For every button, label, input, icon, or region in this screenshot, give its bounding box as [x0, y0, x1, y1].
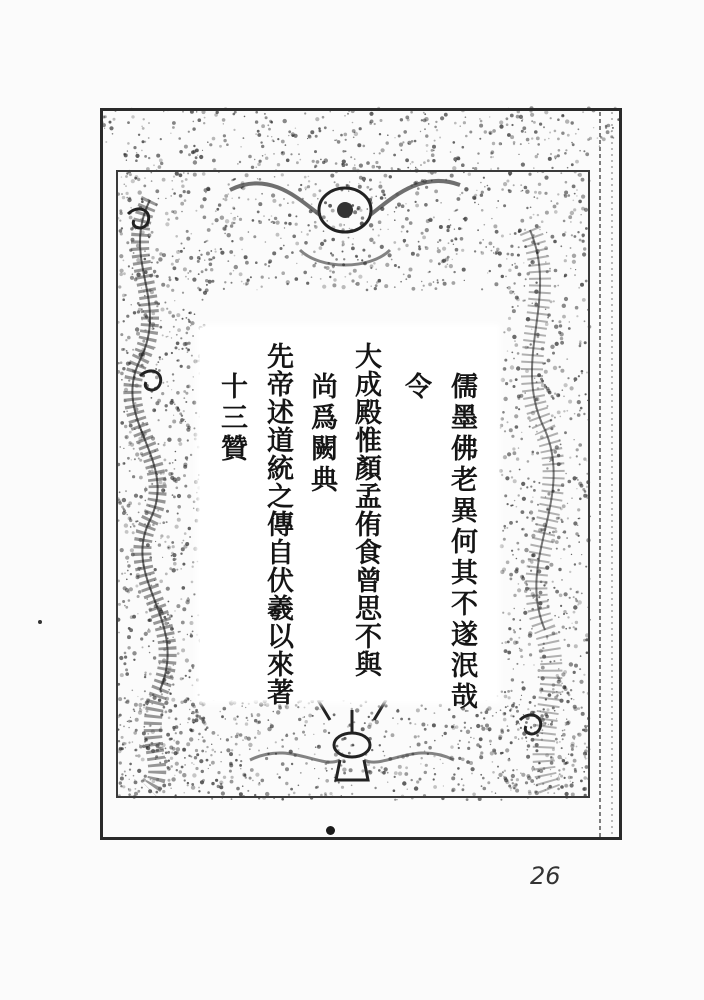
bottom-dot	[326, 826, 335, 835]
page-number: 26	[530, 862, 561, 890]
text-column-3: 大成殿惟顏孟侑食曾思不與	[350, 342, 381, 678]
text-column-2: 令	[400, 372, 431, 403]
text-column-6: 十三贊	[216, 372, 247, 465]
text-column-5: 先帝述道統之傳自伏羲以來著	[262, 342, 293, 706]
margin-dot	[38, 620, 42, 624]
text-column-1: 儒墨佛老異何其不遂泯哉	[446, 372, 477, 713]
text-column-4: 尚爲闕典	[306, 372, 337, 496]
